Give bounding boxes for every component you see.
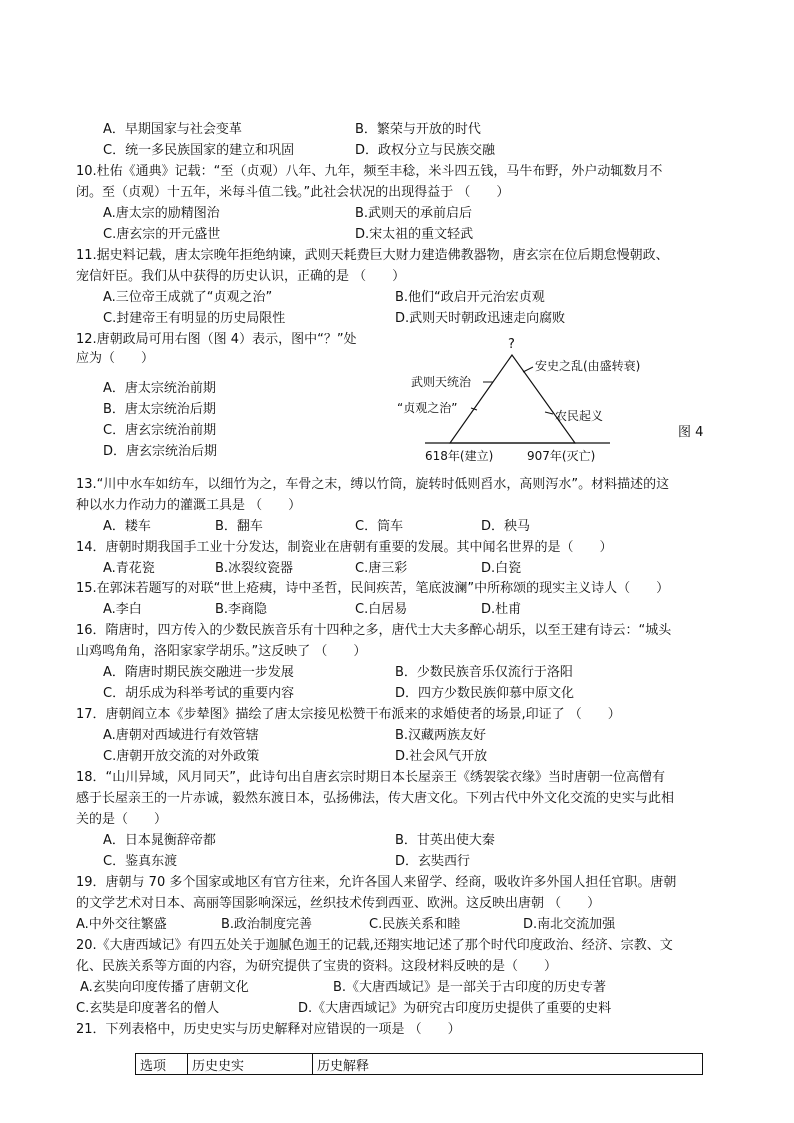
q18-option-d: D．玄奘西行 [395, 854, 471, 869]
q17-option-d: D.社会风气开放 [395, 749, 488, 764]
table-header-interpretation: 历史解释 [313, 1054, 703, 1075]
q15-option-c: C.白居易 [355, 602, 408, 617]
q20-option-c: C.玄奘是印度著名的僧人 [76, 1001, 220, 1016]
figure-4-diagram [397, 330, 725, 465]
label-anshi: 安史之乱(由盛转衰) [535, 359, 641, 373]
q20-option-d: D.《大唐西域记》为研究古印度历史提供了重要的史料 [298, 1001, 612, 1016]
q20-stem-line1: 20.《大唐西域记》有四五处关于迦腻色迦王的记载,还翔实地记述了那个时代印度政治、经济、宗教、文 [76, 938, 673, 953]
q10-option-b: B.武则天的承前启后 [355, 206, 473, 221]
q12-stem-line2: 应为（ ） [76, 351, 155, 366]
q19-option-a: A.中外交往繁盛 [76, 917, 167, 932]
q14-option-c: C.唐三彩 [355, 561, 408, 576]
q11-stem-line2: 宠信奸臣。我们从中获得的历史认识，正确的是 （ ） [76, 269, 406, 284]
q17-option-b: B.汉藏两族友好 [395, 728, 487, 743]
q11-stem-line1: 11.据史料记载，唐太宗晚年拒绝纳谏，武则天耗费巨大财力建造佛教器物，唐玄宗在位后期怠慢朝政、 [76, 248, 669, 263]
q10-option-a: A.唐太宗的励精图治 [103, 206, 220, 221]
q15-option-b: B.李商隐 [215, 602, 268, 617]
q20-stem-line2: 化、民族关系等方面的内容，为研究提供了宝贵的资料。这段材料反映的是（ ） [76, 959, 558, 974]
q16-option-c: C．胡乐成为科举考试的重要内容 [103, 686, 295, 701]
label-peasant-uprising: 农民起义 [555, 409, 604, 423]
q14-option-a: A.青花瓷 [103, 561, 155, 576]
q11-option-c: C.封建帝王有明显的历史局限性 [103, 311, 286, 326]
q11-option-b: B.他们“政启开元治宏贞观 [395, 290, 545, 305]
q21-table [135, 1053, 703, 1075]
q9-option-d: D．政权分立与民族交融 [355, 143, 496, 158]
q19-stem-line2: 的文学艺术对日本、高丽等国影响深远，丝织技术传到西亚、欧洲。这反映出唐朝 （ ） [76, 896, 601, 911]
q12-option-d: D．唐玄宗统治后期 [103, 444, 218, 459]
q14-option-d: D.白瓷 [481, 561, 522, 576]
q17-option-a: A.唐朝对西域进行有效管辖 [103, 728, 259, 743]
q17-stem: 17．唐朝阎立本《步辇图》描绘了唐太宗接见松赞干布派来的求婚使者的场景,印证了 （ ） [76, 707, 621, 722]
q16-option-b: B．少数民族音乐仅流行于洛阳 [395, 665, 573, 680]
q19-stem-line1: 19．唐朝与 70 多个国家或地区有官方往来，允许各国人来留学、经商，吸收许多外国人担任官职。唐朝 [76, 875, 677, 890]
q19-option-c: C.民族关系和睦 [369, 917, 461, 932]
q10-stem-line1: 10.杜佑《通典》记载：“至（贞观）八年、九年，频至丰稔，米斗四五钱，马牛布野，外户动辄数月不 [76, 164, 663, 179]
q14-option-b: B.冰裂纹瓷器 [215, 561, 294, 576]
q13-option-a: A．耧车 [103, 519, 151, 534]
q13-option-b: B．翻车 [215, 519, 263, 534]
q15-option-d: D.杜甫 [481, 602, 522, 617]
q18-option-c: C．鉴真东渡 [103, 854, 178, 869]
figure-question-mark: ? [508, 337, 515, 352]
q17-option-c: C.唐朝开放交流的对外政策 [103, 749, 260, 764]
q20-option-a: A.玄奘向印度传播了唐朝文化 [80, 980, 249, 995]
q12-option-a: A．唐太宗统治前期 [103, 381, 216, 396]
q18-option-b: B．甘英出使大秦 [395, 833, 495, 848]
q9-option-c: C．统一多民族国家的建立和巩固 [103, 143, 295, 158]
table-header-row [136, 1054, 703, 1075]
q16-option-a: A．隋唐时期民族交融进一步发展 [103, 665, 294, 680]
q10-option-c: C.唐玄宗的开元盛世 [103, 227, 221, 242]
q10-option-d: D.宋太祖的重文轻武 [355, 227, 474, 242]
q9-option-b: B．繁荣与开放的时代 [355, 122, 481, 137]
q20-option-b: B.《大唐西域记》是一部关于古印度的历史专著 [333, 980, 607, 995]
table-header-option: 选项 [136, 1054, 188, 1075]
figure-caption: 图 4 [678, 425, 704, 440]
q10-stem-line2: 闭。至（贞观）十五年，米每斗值二钱。”此社会状况的出现得益于 （ ） [76, 185, 510, 200]
q16-stem-line1: 16．隋唐时，四方传入的少数民族音乐有十四种之多，唐代士大夫多醉心胡乐，以至王建有诗云：“城头 [76, 623, 672, 638]
q18-stem-line2: 感于长屋亲王的一片赤诚，毅然东渡日本，弘扬佛法，传大唐文化。下列古代中外文化交流的史实与此相 [76, 791, 675, 806]
label-wuzetian: 武则天统治 [411, 375, 472, 389]
q13-option-c: C．筒车 [355, 519, 404, 534]
table-header-fact: 历史史实 [188, 1054, 313, 1075]
q11-option-a: A.三位帝王成就了“贞观之治” [103, 290, 273, 305]
q19-option-d: D.南北交流加强 [523, 917, 616, 932]
q21-stem: 21．下列表格中，历史史实与历史解释对应错误的一项是 （ ） [76, 1022, 461, 1037]
q18-stem-line1: 18．“山川异域，风月同天”，此诗句出自唐玄宗时期日本长屋亲王《绣袈裟衣缘》当时唐朝一位高僧有 [76, 770, 666, 785]
q12-stem-line1: 12.唐朝政局可用右图（图 4）表示，图中“？”处 [76, 332, 357, 347]
q13-option-d: D．秧马 [481, 519, 531, 534]
label-zhenguan: “贞观之治” [397, 401, 458, 415]
q16-stem-line2: 山鸡鸣角角，洛阳家家学胡乐。”这反映了 （ ） [76, 644, 367, 659]
q14-stem: 14．唐朝时期我国手工业十分发达，制瓷业在唐朝有重要的发展。其中闻名世界的是（ ） [76, 540, 613, 555]
q13-stem-line2: 种以水力作动力的灌溉工具是 （ ） [76, 498, 302, 513]
q19-option-b: B.政治制度完善 [221, 917, 313, 932]
label-618: 618年(建立) [425, 449, 494, 463]
q12-option-c: C．唐玄宗统治前期 [103, 423, 217, 438]
q9-option-a: A．早期国家与社会变革 [103, 122, 242, 137]
leader-peasant [545, 412, 553, 414]
q13-stem-line1: 13.“川中水车如纺车，以细竹为之，车骨之末，缚以竹筒，旋转时低则舀水，高则泻水”。材料描述的这 [76, 477, 670, 492]
label-907: 907年(灭亡) [527, 449, 596, 463]
q15-option-a: A.李白 [103, 602, 142, 617]
q16-option-d: D．四方少数民族仰慕中原文化 [395, 686, 575, 701]
q18-option-a: A．日本晁衡辞帝都 [103, 833, 216, 848]
leader-anshi [523, 367, 533, 372]
q15-stem: 15.在郭沫若题写的对联“世上疮痍，诗中圣哲，民间疾苦，笔底波澜”中所称颂的现实主义诗人（ ） [76, 581, 670, 596]
q11-option-d: D.武则天时朝政迅速走向腐败 [395, 311, 566, 326]
q18-stem-line3: 关的是（ ） [76, 812, 168, 827]
q12-option-b: B．唐太宗统治后期 [103, 402, 216, 417]
